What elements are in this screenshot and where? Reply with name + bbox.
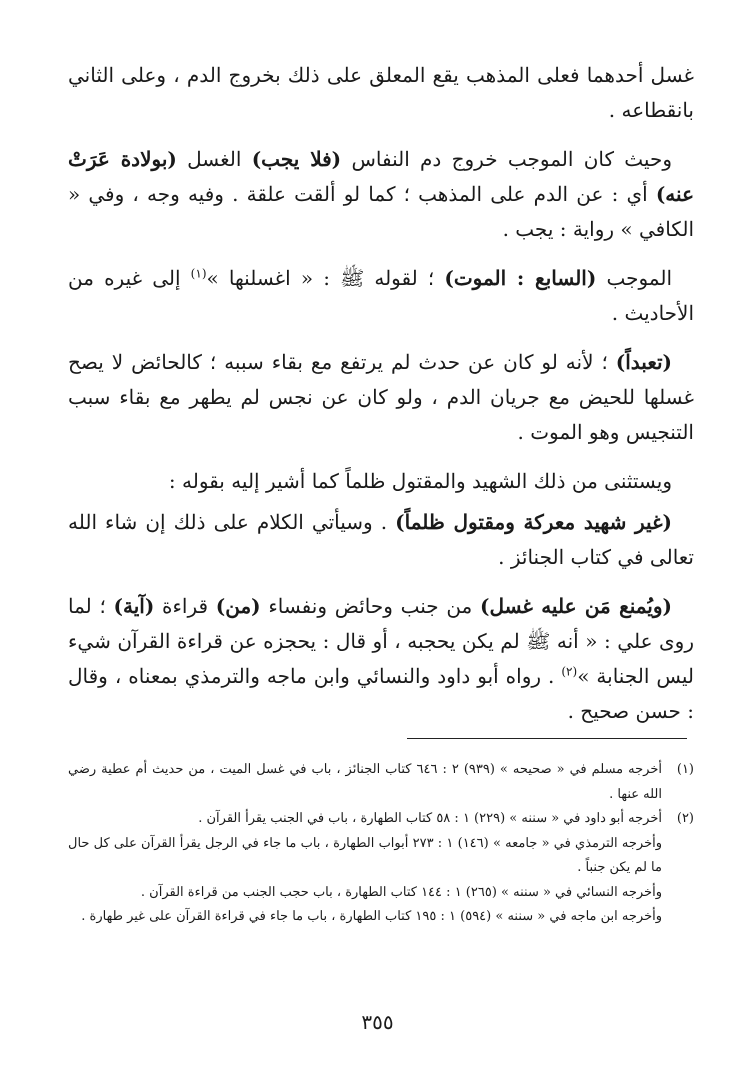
paragraph-1: غسل أحدهما فعلى المذهب يقع المعلق على ذلك بخروج الدم ، وعلى الثاني بانقطاعه . [68, 63, 694, 122]
footnote-line: أخرجه أبو داود في « سننه » (٢٢٩) ١ : ٥٨ كتاب الطهارة ، باب في الجنب يقرأ القرآن . [198, 811, 662, 826]
matn-phrase: (بولادة عَرَتْ عنه) [68, 147, 694, 206]
matn-phrase: (من) [215, 594, 261, 618]
text-run: . وسيأتي الكلام على ذلك إن شاء الله تعالى في كتاب الجنائز . [68, 510, 694, 569]
matn-phrase: (السابع : الموت) [444, 266, 597, 290]
text-run: ؛ لأنه لو كان عن حدث لم يرتفع مع بقاء سببه ؛ كالحائض لا يصح غسلها للحيض مع جريان الدم ، ولو كان عن نجس لم يطهر مع بقاء سبب التنجيس وهو الموت . [68, 350, 694, 444]
text-run: . رواه أبو داود والنسائي وابن ماجه والترمذي بمعناه ، وقال : حسن صحيح . [68, 664, 694, 723]
footnote-number: (١) [676, 762, 694, 777]
text-run: الموجب [596, 266, 673, 290]
page-number: ٣٥٥ [361, 1010, 394, 1034]
text-run: أي : عن الدم على المذهب ؛ كما لو ألقت علقة . وفيه وجه ، وفي « الكافي » رواية : يجب . [68, 182, 694, 241]
footnote-separator [407, 738, 687, 739]
text-run: إلى غيره من الأحاديث . [68, 266, 694, 325]
footnote-ref[interactable]: (١) [190, 266, 207, 281]
footnote-number: (٢) [676, 811, 694, 826]
main-text [68, 58, 694, 743]
paragraph-7 [68, 589, 694, 729]
footnote-body [68, 807, 662, 930]
footnotes [68, 758, 694, 930]
footnote-line: وأخرجه النسائي في « سننه » (٢٦٥) ١ : ١٤٤ كتاب الطهارة ، باب حجب الجنب من قراءة القرآن . [140, 884, 662, 900]
paragraph-6 [68, 505, 694, 575]
matn-phrase: (ويُمنع مَن عليه غسل) [479, 594, 672, 618]
matn-phrase: (آية) [113, 594, 155, 618]
footnote-body [68, 758, 662, 807]
text-run: من جنب وحائض ونفساء [260, 594, 480, 618]
matn-phrase: (تعبداً) [615, 350, 672, 374]
footnote [68, 758, 694, 807]
text-run: قراءة [154, 594, 216, 618]
paragraph-4 [68, 345, 694, 450]
footnote-ref[interactable]: (٢) [561, 664, 578, 679]
footnote-line: وأخرجه ابن ماجه في « سننه » (٥٩٤) ١ : ١٩٥ كتاب الطهارة ، باب ما جاء في قراءة القرآن على غير طهارة . [81, 909, 662, 924]
footnote-line: أخرجه مسلم في « صحيحه » (٩٣٩) ٢ : ٦٤٦ كتاب الجنائز ، باب في غسل الميت ، من حديث أم عطية رضي الله عنها . [68, 762, 662, 802]
text-run: ؛ لما روى علي : « أنه ﷺ لم يكن يحجبه ، أو قال : يحجزه عن قراءة القرآن شيء ليس الجنابة » [68, 594, 694, 688]
paragraph-3 [68, 261, 694, 331]
matn-phrase: (غير شهيد معركة ومقتول ظلماً) [395, 510, 672, 534]
footnote-line: وأخرجه الترمذي في « جامعه » (١٤٦) ١ : ٢٧٣ أبواب الطهارة ، باب ما جاء في الرجل يقرأ القرآن على كل حال ما لم يكن جنباً . [68, 835, 662, 875]
text-run: الغسل [176, 147, 252, 171]
paragraph-2 [68, 142, 694, 247]
footnote [68, 807, 694, 930]
paragraph-5: ويستثنى من ذلك الشهيد والمقتول ظلماً كما أشير إليه بقوله : [168, 469, 672, 493]
matn-phrase: (فلا يجب) [251, 147, 342, 171]
text-run: وحيث كان الموجب خروج دم النفاس [341, 147, 672, 171]
text-run: ؛ لقوله ﷺ : « اغسلنها » [206, 266, 445, 290]
